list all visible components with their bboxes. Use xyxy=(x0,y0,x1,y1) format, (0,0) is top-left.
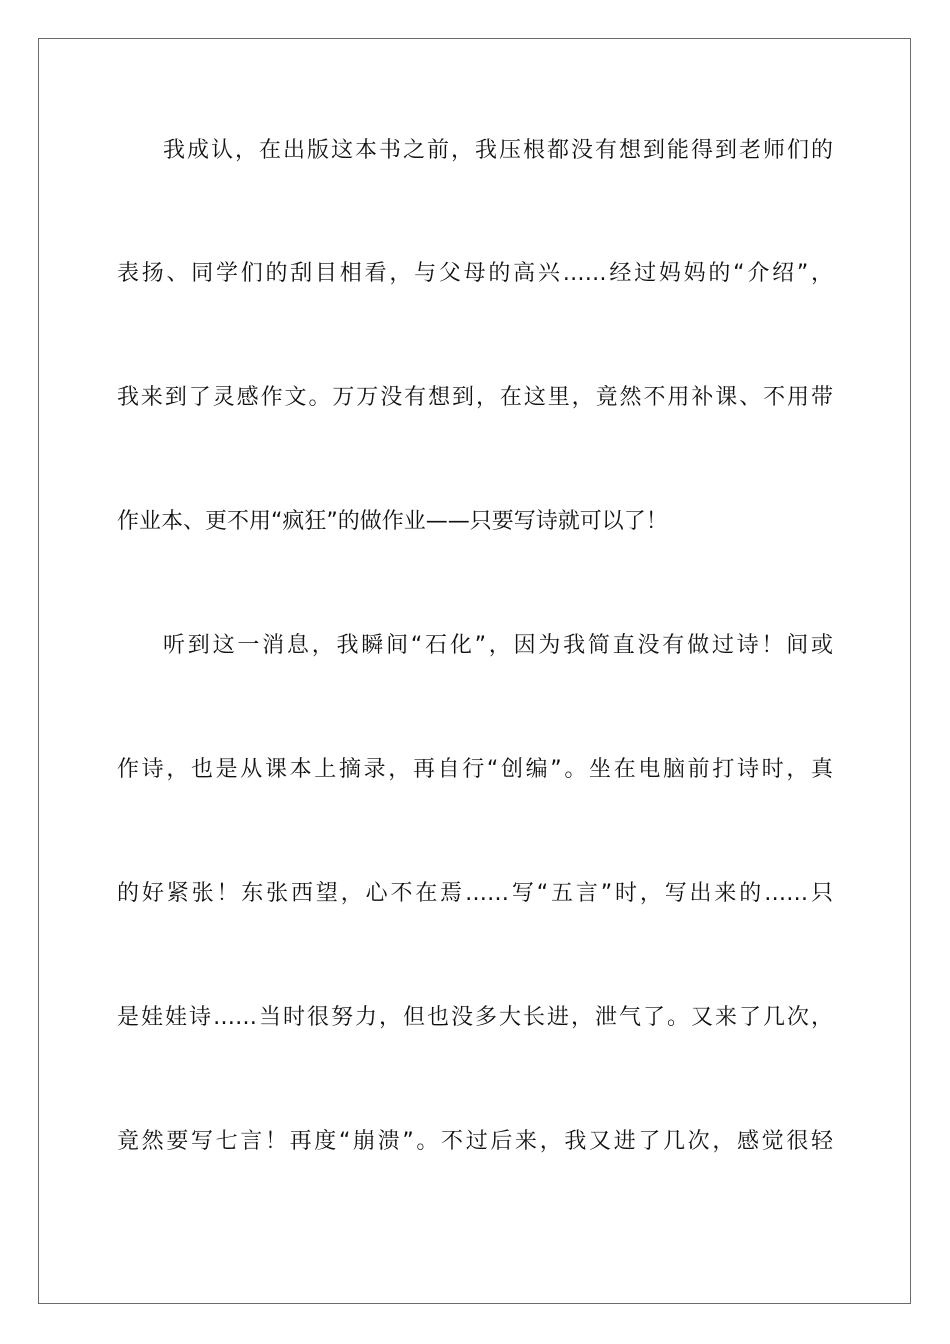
text-line-9: 竟然要写七言！再度“崩溃”。不过后来，我又进了几次，感觉很轻 xyxy=(117,1129,833,1154)
text-line-7: 的好紧张！东张西望，心不在焉……写“五言”时，写出来的……只 xyxy=(117,881,833,906)
page-border xyxy=(38,38,911,1304)
text-line-4: 作业本、更不用“疯狂”的做作业——只要写诗就可以了！ xyxy=(117,509,668,534)
text-line-8: 是娃娃诗……当时很努力，但也没多大长进，泄气了。又来了几次， xyxy=(117,1005,833,1030)
text-line-5: 听到这一消息，我瞬间“石化”，因为我简直没有做过诗！间或 xyxy=(163,633,833,658)
text-line-6: 作诗，也是从课本上摘录，再自行“创编”。坐在电脑前打诗时，真 xyxy=(117,757,833,782)
text-line-3: 我来到了灵感作文。万万没有想到，在这里，竟然不用补课、不用带 xyxy=(117,385,833,410)
text-line-2: 表扬、同学们的刮目相看，与父母的高兴……经过妈妈的“介绍”， xyxy=(117,261,833,286)
text-line-1: 我成认，在出版这本书之前，我压根都没有想到能得到老师们的 xyxy=(163,138,833,163)
